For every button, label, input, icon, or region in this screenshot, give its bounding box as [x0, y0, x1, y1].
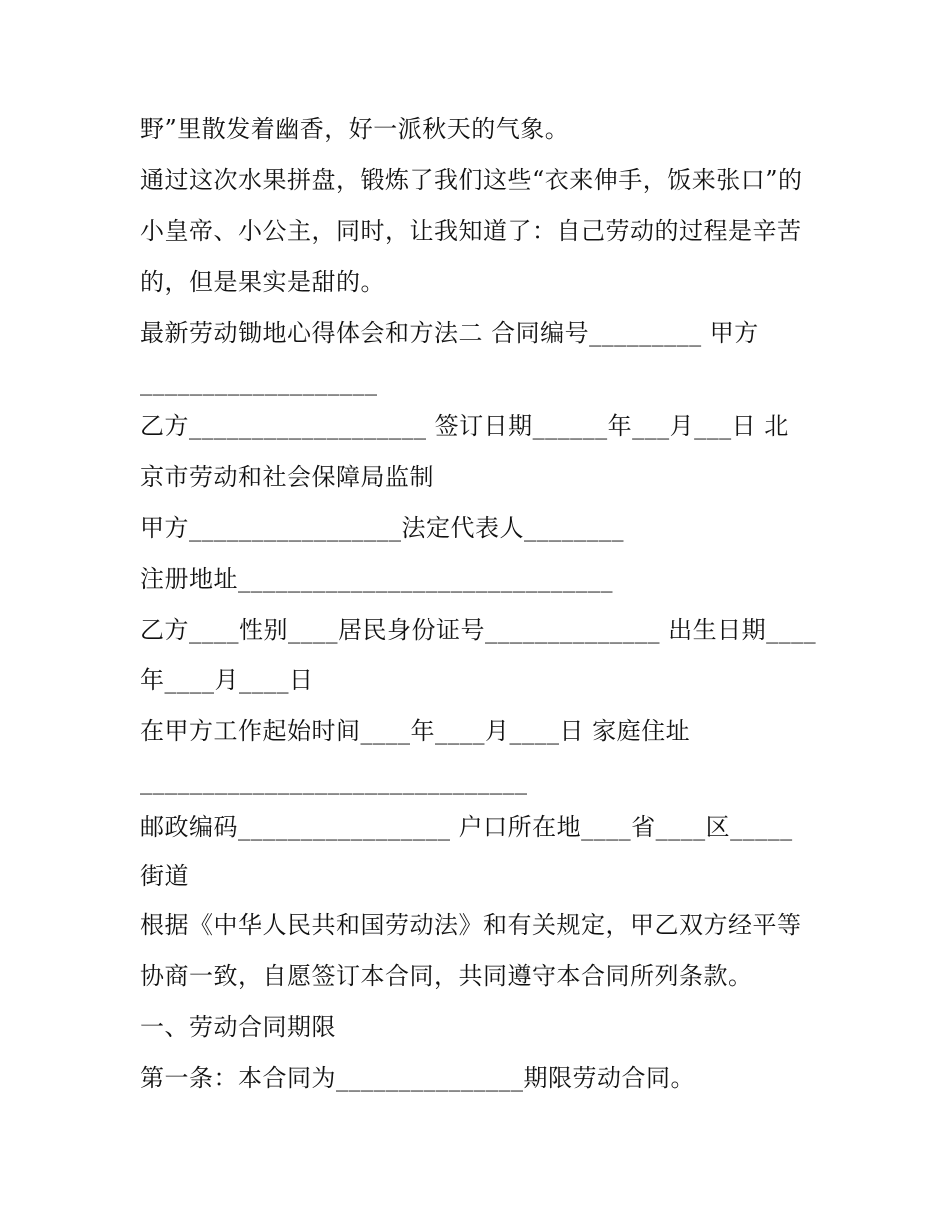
text-line: 街道 [140, 862, 189, 890]
party-a-line: 甲方_________________法定代表人________ [140, 514, 624, 542]
article-line: 第一条：本合同为_______________期限劳动合同。 [140, 1064, 695, 1092]
text-line: 京市劳动和社会保障局监制 [140, 463, 434, 491]
section-heading: 一、劳动合同期限 [140, 1013, 336, 1041]
party-b-line: 乙方____性别____居民身份证号______________ 出生日期____ [140, 616, 817, 644]
text-line: 根据《中华人民共和国劳动法》和有关规定，甲乙双方经平等 [140, 911, 802, 939]
text-line: 在甲方工作起始时间____年____月____日 家庭住址 [140, 717, 691, 745]
text-line: 协商一致，自愿签订本合同，共同遵守本合同所列条款。 [140, 962, 753, 990]
blank-line: _______________________________ [140, 767, 528, 795]
text-line: 年____月____日 [140, 666, 314, 694]
text-line: 的，但是果实是甜的。 [140, 268, 385, 296]
address-line: 注册地址______________________________ [140, 565, 613, 593]
text-line: 野”里散发着幽香，好一派秋天的气象。 [140, 115, 570, 143]
contract-heading-line: 最新劳动锄地心得体会和方法二 合同编号_________ 甲方 [140, 319, 759, 347]
text-line: 通过这次水果拼盘，锻炼了我们这些“衣来伸手，饭来张口”的 [140, 166, 803, 194]
text-line: 乙方___________________ 签订日期______年___月___日 北 [140, 412, 789, 440]
postcode-line: 邮政编码_________________ 户口所在地____省____区_____ [140, 813, 793, 841]
text-line: 小皇帝、小公主，同时，让我知道了：自己劳动的过程是辛苦 [140, 217, 802, 245]
blank-line: ___________________ [140, 368, 378, 396]
